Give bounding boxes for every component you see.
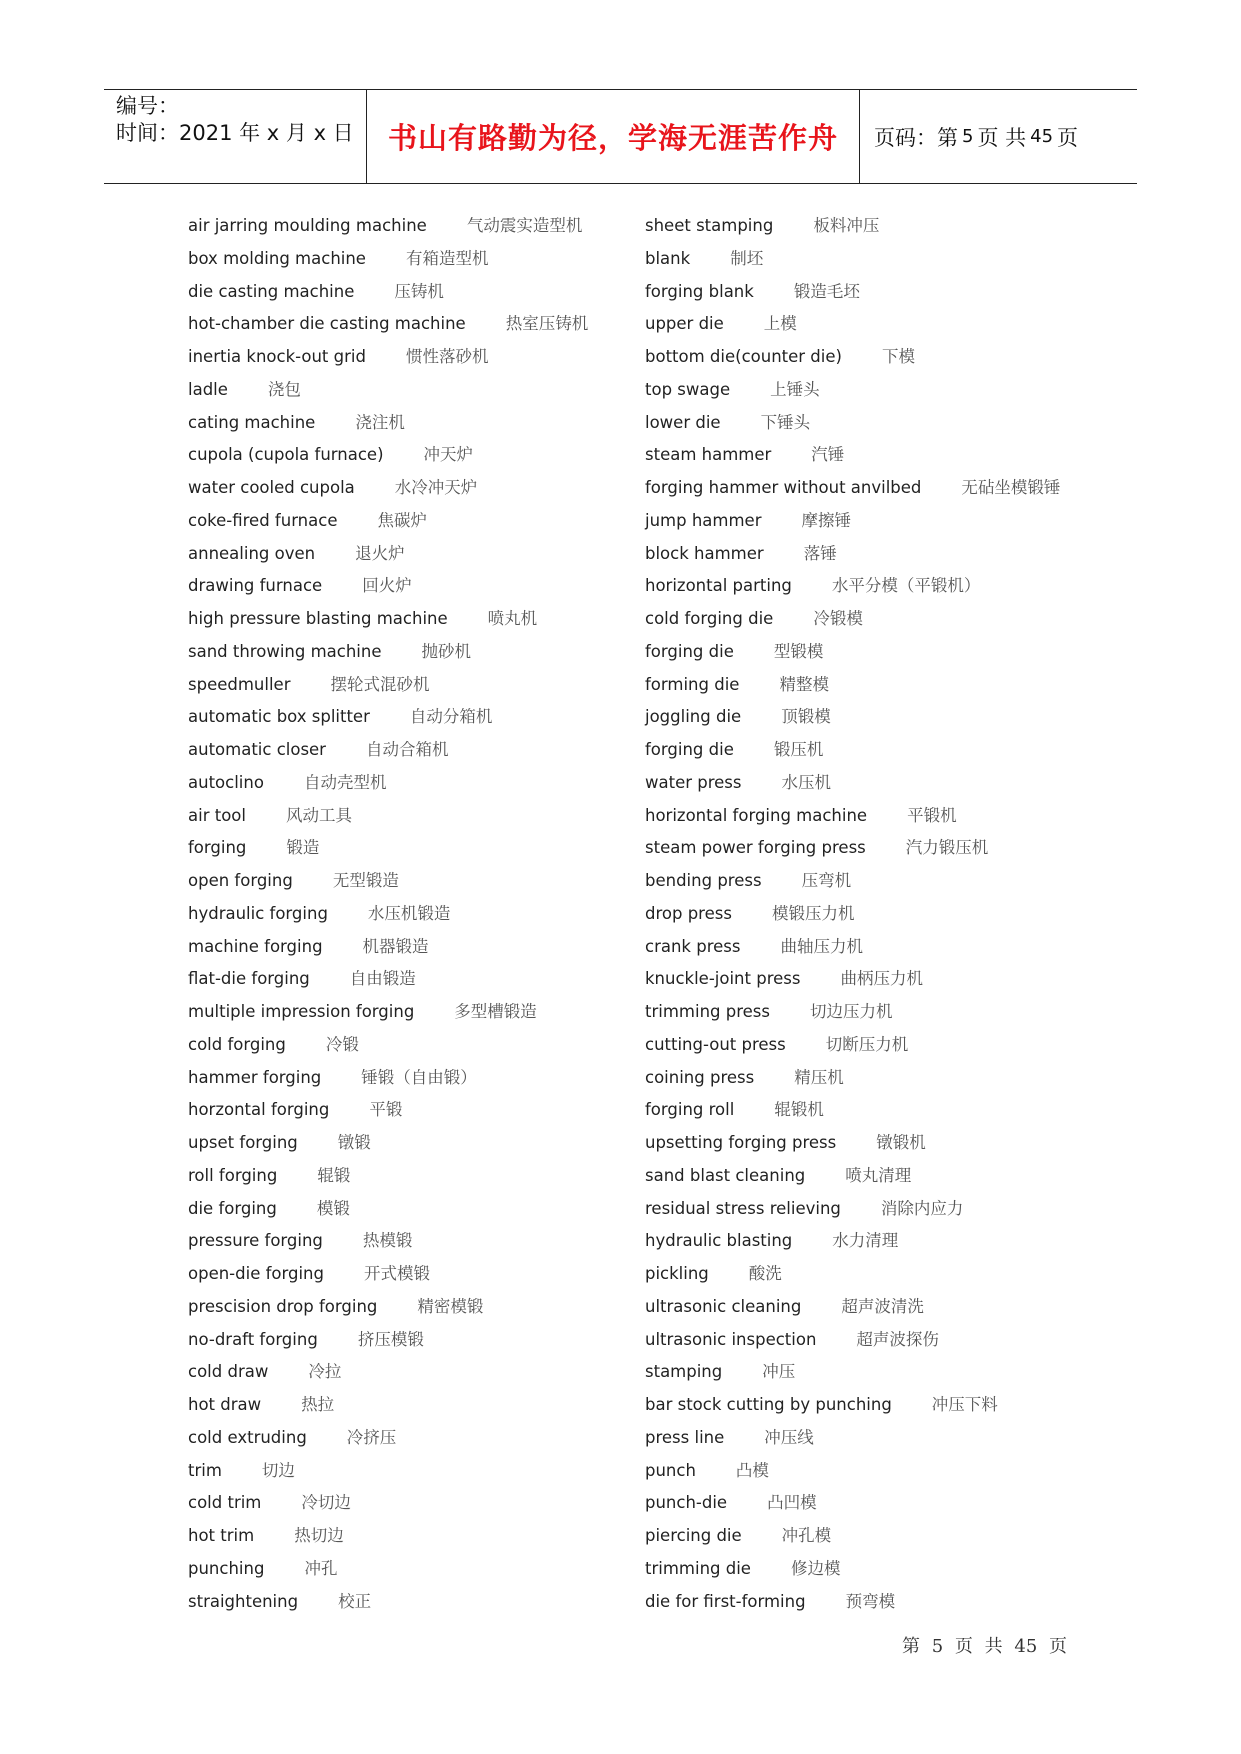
term-english: crank press: [645, 936, 741, 956]
term-english: punch: [645, 1460, 696, 1480]
term-chinese: 上锤头: [770, 379, 820, 399]
term-chinese: 曲轴压力机: [780, 936, 863, 956]
term-chinese: 平锻: [369, 1100, 403, 1120]
term-row: [188, 1359, 588, 1392]
term-row: [188, 279, 588, 312]
term-row: [188, 410, 588, 443]
term-chinese: 挤压模锻: [357, 1329, 424, 1349]
term-english: automatic box splitter: [188, 707, 370, 727]
term-english: automatic closer: [188, 740, 326, 759]
term-row: [188, 999, 588, 1032]
header-meta: [116, 93, 354, 147]
term-row: [188, 508, 588, 541]
term-row: [188, 639, 588, 672]
term-row: [645, 1556, 1060, 1589]
term-english: forging blank: [645, 281, 754, 301]
term-chinese: 酸洗: [748, 1264, 782, 1283]
term-row: [188, 1097, 588, 1130]
term-chinese: 喷丸清理: [845, 1165, 912, 1185]
term-english: open-die forging: [188, 1264, 324, 1283]
term-row: [188, 1163, 588, 1196]
term-row: [188, 1425, 588, 1458]
term-chinese: 切边压力机: [809, 1002, 893, 1021]
term-english: blank: [645, 248, 691, 268]
term-chinese: 水冷冲天炉: [394, 478, 478, 497]
term-row: [188, 606, 588, 639]
term-row: [645, 246, 1060, 279]
term-row: [188, 475, 588, 508]
term-chinese: 冲压: [762, 1362, 796, 1382]
term-row: [188, 213, 588, 246]
term-english: block hammer: [645, 543, 764, 563]
term-english: piercing die: [645, 1526, 742, 1545]
term-row: [645, 1392, 1060, 1425]
term-chinese: 水压机锻造: [367, 903, 451, 923]
term-english: forming die: [645, 674, 740, 694]
term-row: [188, 704, 588, 737]
term-row: [188, 901, 588, 934]
left-term-column: [188, 213, 588, 1621]
page-prefix: 页码：第: [874, 125, 958, 150]
term-chinese: 锻压机: [773, 740, 824, 759]
term-row: [645, 1327, 1060, 1360]
term-english: die for first-forming: [645, 1591, 806, 1611]
term-chinese: 上模: [763, 314, 797, 334]
term-chinese: 摩擦锤: [801, 510, 851, 530]
term-english: forging die: [645, 641, 734, 661]
term-chinese: 风动工具: [285, 805, 352, 825]
term-chinese: 锻造: [286, 838, 320, 858]
term-row: [188, 835, 588, 868]
term-english: cutting-out press: [645, 1034, 786, 1054]
term-english: steam hammer: [645, 445, 772, 465]
term-row: [188, 1196, 588, 1229]
term-english: lower die: [645, 412, 721, 432]
term-english: hot draw: [188, 1395, 262, 1414]
term-row: [188, 934, 588, 967]
term-row: [645, 835, 1060, 868]
term-chinese: 板料冲压: [813, 216, 880, 235]
term-english: hydraulic blasting: [645, 1231, 793, 1251]
term-english: cold draw: [188, 1362, 269, 1382]
document-time: 时间：2021 年 x 月 x 日: [116, 121, 354, 145]
page-footer: [902, 1632, 1067, 1658]
term-english: open forging: [188, 871, 293, 890]
term-row: [645, 213, 1060, 246]
term-english: forging: [188, 838, 247, 858]
term-english: hydraulic forging: [188, 903, 328, 923]
term-chinese: 冲孔模: [781, 1526, 832, 1545]
term-english: upsetting forging press: [645, 1133, 837, 1152]
term-chinese: 喷丸机: [487, 609, 538, 628]
term-chinese: 锻造毛坯: [793, 281, 860, 301]
term-english: machine forging: [188, 936, 323, 956]
term-chinese: 机器锻造: [362, 936, 429, 956]
term-english: autoclino: [188, 772, 264, 792]
term-row: [645, 868, 1060, 901]
term-english: pressure forging: [188, 1231, 323, 1251]
term-english: jump hammer: [645, 510, 762, 530]
term-row: [645, 999, 1060, 1032]
term-row: [645, 377, 1060, 410]
term-chinese: 抛砂机: [421, 641, 471, 661]
term-chinese: 模锻压力机: [771, 903, 855, 923]
term-english: horizontal parting: [645, 576, 792, 596]
term-english: die casting machine: [188, 281, 355, 301]
term-english: top swage: [645, 379, 731, 399]
term-chinese: 冷挤压: [346, 1427, 397, 1447]
footer-page-prefix: 第: [902, 1636, 920, 1657]
term-english: ultrasonic inspection: [645, 1329, 817, 1349]
term-english: stamping: [645, 1362, 723, 1382]
term-english: drop press: [645, 903, 732, 923]
term-english: roll forging: [188, 1165, 278, 1185]
term-english: sheet stamping: [645, 216, 774, 235]
term-chinese: 平锻机: [907, 805, 957, 825]
term-row: [188, 541, 588, 574]
term-row: [645, 1523, 1060, 1556]
term-row: [645, 1065, 1060, 1098]
term-english: bottom die(counter die): [645, 347, 842, 366]
term-chinese: 有箱造型机: [405, 248, 489, 268]
term-english: pickling: [645, 1264, 709, 1283]
term-english: forging hammer without anvilbed: [645, 478, 922, 497]
term-chinese: 压弯机: [801, 871, 852, 890]
term-chinese: 冷拉: [308, 1362, 342, 1382]
term-row: [645, 1490, 1060, 1523]
term-chinese: 冲压下料: [931, 1395, 998, 1414]
term-english: hot-chamber die casting machine: [188, 314, 466, 334]
term-english: coining press: [645, 1067, 755, 1087]
term-english: die forging: [188, 1198, 277, 1218]
term-row: [645, 1196, 1060, 1229]
term-chinese: 超声波探伤: [856, 1329, 939, 1349]
term-row: [188, 1261, 588, 1294]
term-chinese: 无型锻造: [332, 871, 399, 890]
term-english: sand throwing machine: [188, 641, 382, 661]
term-chinese: 精压机: [794, 1067, 844, 1087]
term-chinese: 冲天炉: [423, 445, 474, 465]
term-row: [645, 1458, 1060, 1491]
term-chinese: 摆轮式混砂机: [330, 674, 430, 694]
header-motto: 书山有路勤为径，学海无涯苦作舟: [387, 121, 838, 155]
term-english: high pressure blasting machine: [188, 609, 448, 628]
term-chinese: 冷切边: [301, 1493, 351, 1513]
term-row: [645, 606, 1060, 639]
term-chinese: 热模锻: [362, 1231, 413, 1251]
term-chinese: 冷锻模: [813, 609, 863, 628]
term-row: [188, 737, 588, 770]
footer-page-suffix: 页: [1049, 1636, 1068, 1657]
term-chinese: 切断压力机: [825, 1034, 909, 1054]
footer-page-total: 45: [1014, 1636, 1038, 1657]
term-english: bending press: [645, 871, 762, 890]
term-chinese: 热室压铸机: [505, 314, 589, 334]
term-english: horzontal forging: [188, 1100, 330, 1120]
term-chinese: 气动震实造型机: [466, 216, 583, 235]
term-english: water press: [645, 772, 742, 792]
term-row: [645, 279, 1060, 312]
term-english: straightening: [188, 1591, 299, 1611]
term-chinese: 水平分模（平锻机）: [831, 576, 981, 596]
term-english: bar stock cutting by punching: [645, 1395, 892, 1414]
term-english: no-draft forging: [188, 1329, 318, 1349]
term-english: cold trim: [188, 1493, 262, 1513]
term-english: air jarring moulding machine: [188, 216, 427, 235]
term-row: [188, 1458, 588, 1491]
term-chinese: 开式模锻: [363, 1264, 430, 1283]
footer-page-number: 5: [931, 1636, 944, 1657]
term-english: inertia knock-out grid: [188, 347, 366, 366]
term-chinese: 浇包: [267, 379, 301, 399]
term-row: [188, 770, 588, 803]
term-row: [645, 770, 1060, 803]
term-chinese: 落锤: [803, 543, 837, 563]
term-chinese: 预弯模: [845, 1591, 896, 1611]
term-row: [645, 1425, 1060, 1458]
term-row: [188, 1523, 588, 1556]
term-chinese: 精整模: [779, 674, 829, 694]
term-chinese: 水压机: [781, 772, 831, 792]
term-row: [188, 1392, 588, 1425]
term-chinese: 自动壳型机: [303, 772, 387, 792]
term-chinese: 精密模锻: [417, 1296, 484, 1316]
term-chinese: 水力清理: [832, 1231, 899, 1251]
term-english: prescision drop forging: [188, 1296, 378, 1316]
term-chinese: 自动合箱机: [365, 740, 449, 759]
term-row: [188, 1065, 588, 1098]
term-english: cupola (cupola furnace): [188, 445, 384, 465]
term-english: joggling die: [645, 707, 742, 727]
term-chinese: 锤锻（自由锻）: [361, 1067, 477, 1087]
term-english: punch-die: [645, 1493, 728, 1513]
page-total: 45: [1030, 126, 1054, 147]
page-mid: 页 共: [977, 125, 1027, 150]
term-english: punching: [188, 1558, 265, 1578]
term-row: [645, 1294, 1060, 1327]
term-chinese: 切边: [261, 1460, 295, 1480]
term-english: flat-die forging: [188, 969, 310, 989]
document-number-label: 编号：: [116, 94, 179, 118]
term-row: [645, 1589, 1060, 1622]
term-english: air tool: [188, 805, 246, 825]
right-term-column: [645, 213, 1060, 1621]
term-english: cold forging die: [645, 609, 774, 628]
term-chinese: 自动分箱机: [409, 707, 493, 727]
term-row: [645, 1130, 1060, 1163]
term-chinese: 镦锻机: [876, 1133, 926, 1152]
term-chinese: 退火炉: [355, 543, 405, 563]
term-row: [645, 1228, 1060, 1261]
term-row: [188, 344, 588, 377]
term-chinese: 压铸机: [394, 281, 444, 301]
term-row: [188, 1294, 588, 1327]
term-english: forging die: [645, 740, 734, 759]
term-english: forging roll: [645, 1100, 735, 1120]
term-row: [188, 1327, 588, 1360]
term-chinese: 自由锻造: [349, 969, 416, 989]
term-row: [645, 1359, 1060, 1392]
term-chinese: 超声波清洗: [841, 1296, 924, 1316]
term-english: upset forging: [188, 1133, 298, 1152]
term-chinese: 热拉: [301, 1395, 335, 1414]
term-row: [188, 246, 588, 279]
term-chinese: 型锻模: [773, 641, 824, 661]
term-chinese: 顶锻模: [781, 707, 831, 727]
term-row: [645, 737, 1060, 770]
term-row: [645, 344, 1060, 377]
term-row: [188, 868, 588, 901]
term-row: [645, 475, 1060, 508]
term-english: hot trim: [188, 1526, 255, 1545]
term-row: [188, 966, 588, 999]
term-chinese: 镦锻: [337, 1133, 371, 1152]
term-row: [645, 573, 1060, 606]
page-number: 5: [962, 126, 974, 147]
term-english: sand blast cleaning: [645, 1165, 806, 1185]
term-english: horizontal forging machine: [645, 805, 868, 825]
term-chinese: 辊锻: [317, 1165, 351, 1185]
page-header: [104, 89, 1137, 184]
term-row: [188, 1589, 588, 1622]
term-chinese: 回火炉: [362, 576, 412, 596]
term-chinese: 凸凹模: [767, 1493, 817, 1513]
term-row: [645, 803, 1060, 836]
term-row: [188, 442, 588, 475]
term-english: coke-fired furnace: [188, 510, 338, 530]
term-row: [188, 377, 588, 410]
term-english: trim: [188, 1460, 222, 1480]
term-english: cold extruding: [188, 1427, 307, 1447]
term-row: [188, 573, 588, 606]
term-row: [645, 508, 1060, 541]
term-row: [645, 901, 1060, 934]
term-english: cating machine: [188, 412, 316, 432]
term-chinese: 浇注机: [355, 412, 405, 432]
term-english: trimming die: [645, 1558, 751, 1578]
term-chinese: 消除内应力: [880, 1198, 964, 1218]
term-row: [188, 1130, 588, 1163]
term-chinese: 无砧坐模锻锤: [961, 478, 1061, 497]
term-english: speedmuller: [188, 674, 291, 694]
term-row: [645, 442, 1060, 475]
term-row: [645, 311, 1060, 344]
term-english: drawing furnace: [188, 576, 323, 596]
term-row: [645, 934, 1060, 967]
term-chinese: 冲孔: [304, 1558, 338, 1578]
term-english: upper die: [645, 314, 724, 334]
term-english: steam power forging press: [645, 838, 866, 858]
term-chinese: 校正: [338, 1591, 372, 1611]
term-chinese: 模锻: [316, 1198, 350, 1218]
term-row: [645, 1261, 1060, 1294]
term-row: [645, 639, 1060, 672]
term-chinese: 下锤头: [760, 412, 811, 432]
term-chinese: 冲压线: [764, 1427, 814, 1447]
term-english: knuckle-joint press: [645, 969, 801, 989]
term-english: press line: [645, 1427, 725, 1447]
term-row: [188, 1490, 588, 1523]
term-row: [645, 704, 1060, 737]
term-row: [645, 1032, 1060, 1065]
footer-page-mid: 页 共: [954, 1636, 1003, 1657]
term-chinese: 热切边: [294, 1526, 344, 1545]
term-chinese: 曲柄压力机: [840, 969, 923, 989]
term-row: [188, 311, 588, 344]
header-divider: [859, 90, 860, 183]
term-chinese: 惯性落砂机: [405, 347, 489, 366]
term-row: [188, 1228, 588, 1261]
term-english: box molding machine: [188, 248, 366, 268]
term-chinese: 下模: [881, 347, 915, 366]
term-english: multiple impression forging: [188, 1002, 415, 1021]
page-suffix: 页: [1057, 125, 1079, 150]
term-chinese: 凸模: [735, 1460, 769, 1480]
term-chinese: 汽力锻压机: [905, 838, 989, 858]
term-chinese: 制坯: [730, 248, 764, 268]
term-chinese: 修边模: [790, 1558, 841, 1578]
term-english: residual stress relieving: [645, 1198, 841, 1218]
term-row: [645, 966, 1060, 999]
term-row: [645, 672, 1060, 705]
term-english: annealing oven: [188, 543, 316, 563]
term-row: [188, 672, 588, 705]
term-chinese: 辊锻机: [774, 1100, 824, 1120]
term-row: [188, 803, 588, 836]
term-row: [188, 1032, 588, 1065]
term-row: [645, 410, 1060, 443]
term-row: [645, 1163, 1060, 1196]
term-row: [188, 1556, 588, 1589]
term-english: ladle: [188, 379, 228, 399]
term-english: ultrasonic cleaning: [645, 1296, 802, 1316]
term-english: trimming press: [645, 1002, 770, 1021]
term-chinese: 焦碳炉: [377, 510, 427, 530]
term-chinese: 多型槽锻造: [454, 1002, 537, 1021]
term-english: cold forging: [188, 1034, 286, 1054]
term-english: hammer forging: [188, 1067, 322, 1087]
term-chinese: 冷锻: [325, 1034, 359, 1054]
term-english: water cooled cupola: [188, 478, 355, 497]
term-row: [645, 1097, 1060, 1130]
term-row: [645, 541, 1060, 574]
term-chinese: 汽锤: [811, 445, 845, 465]
header-page-indicator: [874, 90, 1078, 183]
